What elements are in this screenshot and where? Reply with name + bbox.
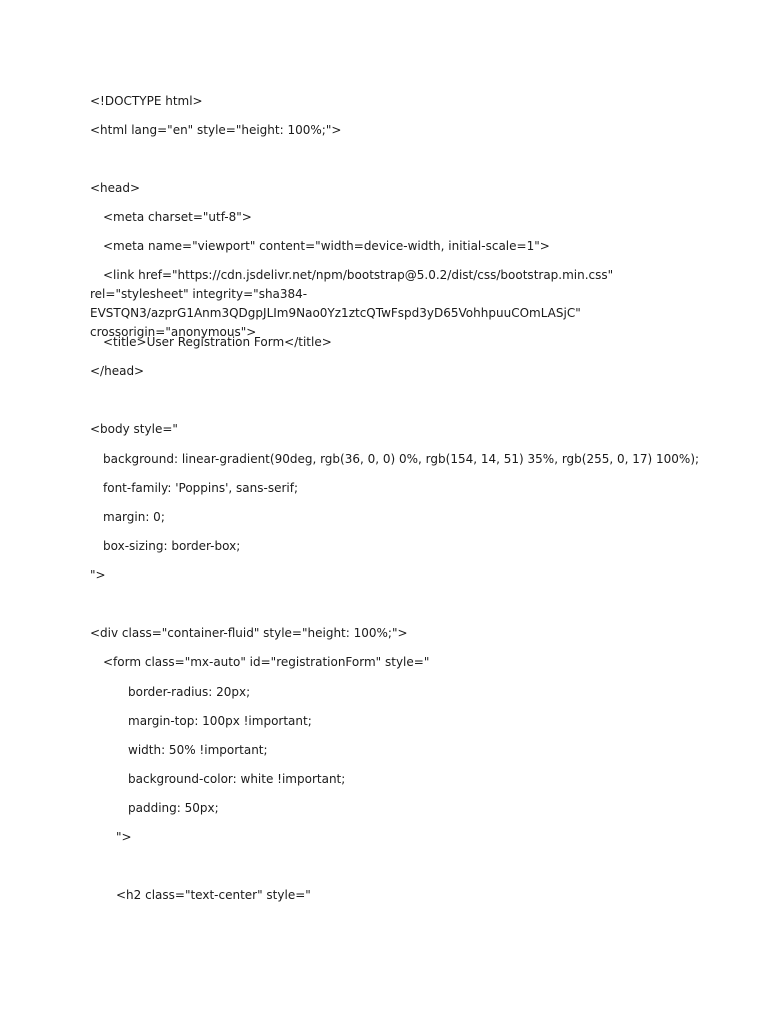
code-line: padding: 50px; bbox=[128, 801, 219, 815]
code-line: <head> bbox=[90, 181, 141, 195]
code-line: font-family: 'Poppins', sans-serif; bbox=[103, 481, 298, 495]
code-line: box-sizing: border-box; bbox=[103, 539, 241, 553]
code-line: "> bbox=[116, 830, 132, 844]
code-line: border-radius: 20px; bbox=[128, 685, 251, 699]
code-line: <meta charset="utf-8"> bbox=[103, 210, 252, 224]
code-line: <link href="https://cdn.jsdelivr.net/npm/bootstrap@5.0.2/dist/css/bootstrap.min.css" rel="stylesheet" integrity="sha384-EVSTQN3/azprG1Anm3QDgpJLIm9Nao0Yz1ztcQTwFspd3yD65VohhpuuCOmLASjC" crossorigin="anonymous"> bbox=[90, 268, 614, 339]
code-line: <!DOCTYPE html> bbox=[90, 94, 203, 108]
code-line: <meta name="viewport" content="width=device-width, initial-scale=1"> bbox=[103, 239, 550, 253]
code-line: margin-top: 100px !important; bbox=[128, 714, 312, 728]
code-line: <body style=" bbox=[90, 422, 178, 436]
code-line: <form class="mx-auto" id="registrationForm" style=" bbox=[103, 655, 430, 669]
code-line: background-color: white !important; bbox=[128, 772, 346, 786]
code-line: margin: 0; bbox=[103, 510, 165, 524]
code-line: <html lang="en" style="height: 100%;"> bbox=[90, 123, 342, 137]
code-line: width: 50% !important; bbox=[128, 743, 268, 757]
code-line: <div class="container-fluid" style="height: 100%;"> bbox=[90, 626, 408, 640]
code-line: <title>User Registration Form</title> bbox=[103, 335, 332, 349]
code-line: </head> bbox=[90, 364, 145, 378]
code-line: <h2 class="text-center" style=" bbox=[116, 888, 311, 902]
code-line: "> bbox=[90, 568, 106, 582]
code-line: background: linear-gradient(90deg, rgb(36, 0, 0) 0%, rgb(154, 14, 51) 35%, rgb(255, 0, 17) 100%); bbox=[103, 452, 700, 466]
